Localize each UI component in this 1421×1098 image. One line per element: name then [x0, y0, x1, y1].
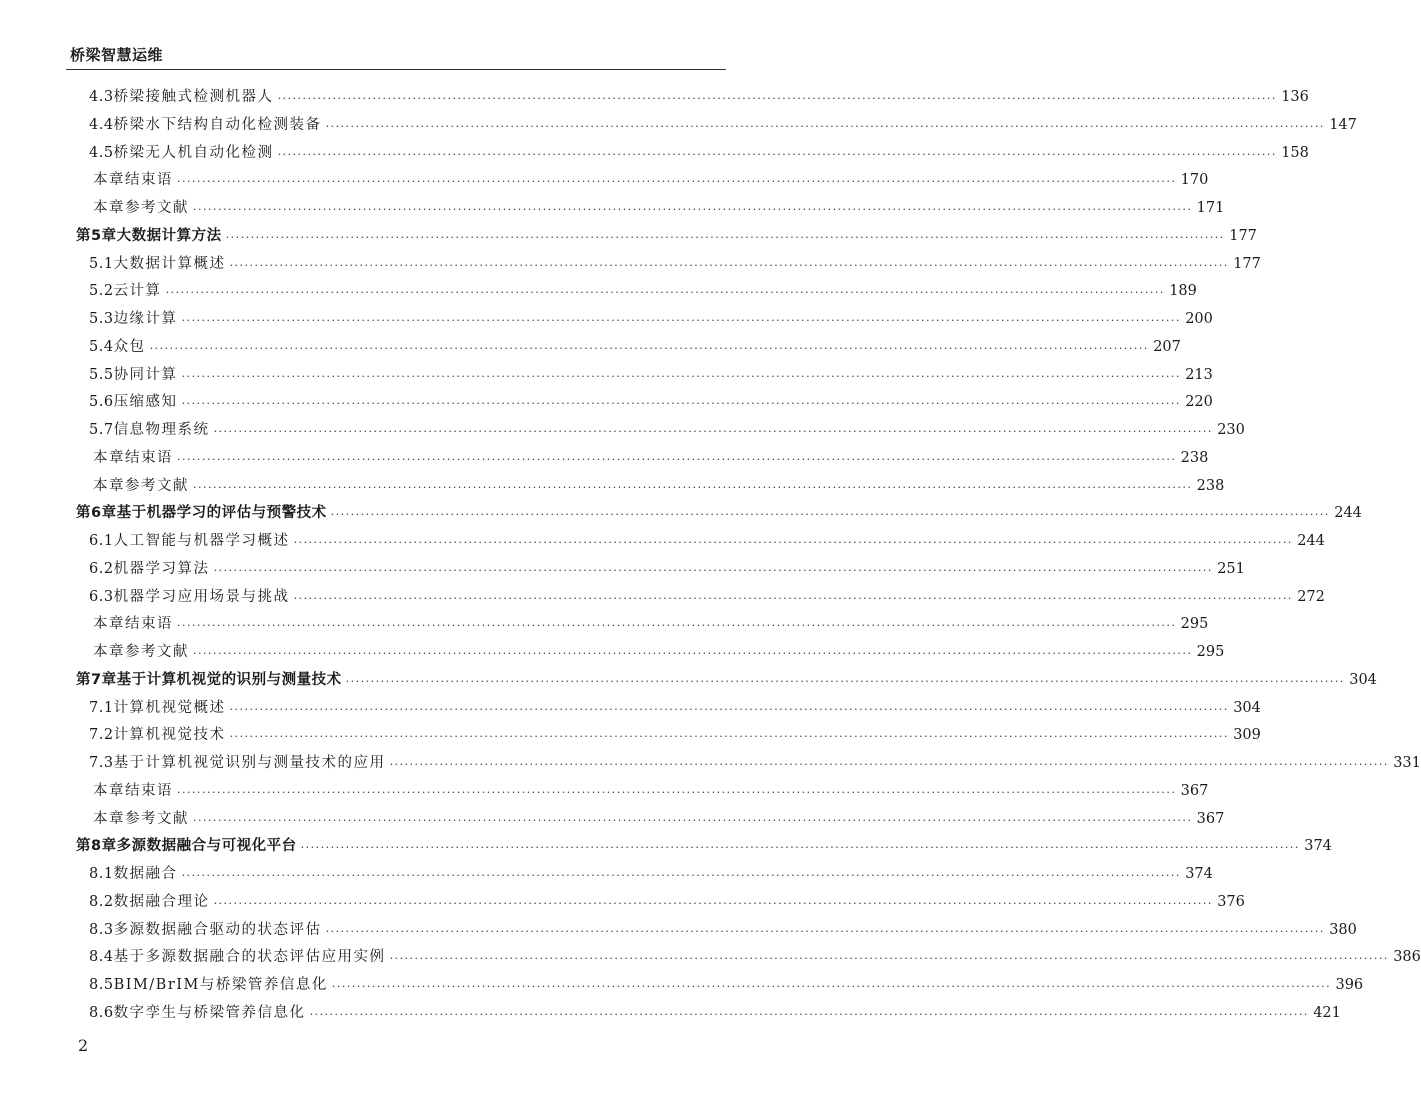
toc-entry-number: 8.4 — [89, 949, 114, 966]
toc-leader-dots: ········································································································································································································ — [177, 175, 1177, 189]
toc-entry-title: 多源数据融合与可视化平台 — [116, 838, 297, 855]
toc-leader-dots: ········································································································································································································ — [293, 591, 1293, 605]
toc-entry-row — [93, 610, 1209, 638]
toc-entry-page: 331 — [1393, 755, 1421, 771]
toc-leader-dots: ········································································································································································································ — [293, 536, 1293, 549]
toc-entry-row — [93, 805, 1225, 833]
toc-leader-dots: ········································································································································································································ — [389, 952, 1389, 966]
toc-entry-row — [89, 749, 1421, 777]
toc-entry-row — [89, 943, 1421, 971]
toc-entry-page: 421 — [1313, 1004, 1341, 1021]
toc-entry-title: 机器学习应用场景与挑战 — [113, 588, 290, 605]
toc-entry-row — [89, 721, 1261, 749]
toc-entry-page: 230 — [1217, 422, 1245, 438]
toc-entry-row — [93, 777, 1209, 805]
toc-leader-dots: ········································································································································································································ — [229, 702, 1229, 716]
toc-leader-dots: ········································································································································································································ — [325, 924, 1325, 938]
toc-entry-row — [89, 527, 1325, 555]
toc-leader-dots: ········································································································································································································ — [229, 258, 1229, 272]
toc-entry-row — [89, 333, 1181, 361]
toc-entry-page: 200 — [1185, 311, 1213, 327]
toc-entry-page: 367 — [1180, 782, 1209, 799]
toc-entry-title: 计算机视觉概述 — [113, 699, 226, 716]
toc-entry-title: 本章参考文献 — [93, 200, 189, 216]
toc-entry-title: 协同计算 — [113, 366, 178, 383]
toc-entry-number: 第6章 — [76, 505, 117, 522]
toc-entry-page: 177 — [1233, 255, 1261, 272]
toc-entry-page: 380 — [1329, 921, 1357, 938]
toc-entry-row — [89, 555, 1245, 583]
toc-entry-row — [93, 638, 1225, 666]
toc-entry-row — [93, 444, 1209, 472]
toc-leader-dots: ········································································································································································································ — [389, 758, 1389, 771]
toc-leader-dots: ········································································································································································································ — [181, 369, 1181, 383]
toc-entry-page: 295 — [1196, 644, 1225, 660]
toc-entry-number: 8.1 — [89, 866, 114, 882]
toc-entry-title: 众包 — [113, 338, 146, 355]
toc-entry-page: 213 — [1185, 366, 1213, 383]
toc-entry-page: 374 — [1304, 838, 1332, 855]
toc-entry-number: 8.3 — [89, 921, 114, 938]
toc-leader-dots: ········································································································································································································ — [149, 341, 1149, 355]
toc-chapter-row — [76, 832, 1332, 860]
toc-entry-row — [89, 860, 1213, 888]
toc-entry-number: 5.4 — [89, 338, 114, 355]
toc-entry-number: 8.6 — [89, 1004, 114, 1021]
toc-chapter-row — [76, 222, 1257, 250]
toc-leader-dots: ········································································································································································································ — [330, 508, 1330, 522]
toc-entry-title: 本章结束语 — [93, 449, 173, 466]
toc-entry-title: 基于计算机视觉识别与测量技术的应用 — [113, 755, 386, 771]
toc-entry-row — [89, 916, 1357, 944]
toc-entry-page: 272 — [1297, 588, 1325, 605]
toc-entry-number: 4.4 — [89, 116, 114, 133]
toc-entry-number: 第5章 — [76, 227, 117, 244]
toc-entry-title: 本章结束语 — [93, 616, 173, 633]
toc-entry-number: 4.5 — [89, 144, 114, 161]
toc-entry-number: 5.3 — [89, 311, 114, 327]
toc-entry-title: 人工智能与机器学习概述 — [113, 533, 290, 549]
toc-leader-dots: ········································································································································································································ — [193, 203, 1193, 216]
toc-entry-page: 367 — [1196, 810, 1225, 827]
toc-entry-page: 304 — [1349, 671, 1377, 688]
toc-entry-number: 7.2 — [89, 727, 114, 744]
toc-leader-dots: ········································································································································································································ — [165, 286, 1165, 300]
toc-entry-number: 7.3 — [89, 755, 114, 771]
toc-entry-title: 云计算 — [113, 283, 162, 300]
toc-entry-number: 8.5 — [89, 977, 114, 993]
page-number: 2 — [78, 1036, 89, 1055]
header-rule — [66, 69, 726, 70]
toc-entry-title: 本章结束语 — [93, 782, 173, 799]
toc-leader-dots: ········································································································································································································ — [177, 452, 1177, 466]
toc-entry-title: 压缩感知 — [113, 394, 178, 411]
toc-entry-page: 376 — [1217, 893, 1245, 910]
toc-entry-number: 7.1 — [89, 699, 114, 716]
toc-leader-dots: ········································································································································································································ — [309, 1007, 1309, 1021]
toc-entry-row — [89, 139, 1309, 167]
toc-leader-dots: ········································································································································································································ — [213, 563, 1213, 577]
toc-entry-row — [89, 83, 1309, 111]
toc-entry-page: 189 — [1169, 283, 1197, 300]
toc-entry-title: 机器学习算法 — [113, 560, 210, 577]
toc-entry-title: 信息物理系统 — [113, 422, 210, 438]
toc-entry-page: 220 — [1185, 394, 1213, 411]
toc-entry-title: 基于机器学习的评估与预警技术 — [116, 505, 327, 522]
toc-entry-title: 大数据计算概述 — [113, 255, 226, 272]
toc-entry-page: 251 — [1217, 560, 1245, 577]
toc-leader-dots: ········································································································································································································ — [213, 425, 1213, 438]
toc-entry-row — [89, 277, 1197, 305]
toc-entry-title: 边缘计算 — [113, 311, 178, 327]
toc-leader-dots: ········································································································································································································ — [181, 397, 1181, 411]
toc-entry-page: 244 — [1297, 533, 1325, 549]
toc-entry-title: 数据融合理论 — [113, 893, 210, 910]
toc-entry-page: 374 — [1185, 866, 1213, 882]
toc-entry-number: 5.6 — [89, 394, 114, 411]
toc-entry-title: 桥梁无人机自动化检测 — [113, 144, 274, 161]
toc-leader-dots: ········································································································································································································ — [177, 619, 1177, 633]
toc-entry-title: 数据融合 — [113, 866, 178, 882]
toc-entry-number: 第8章 — [76, 838, 117, 855]
toc-entry-number: 第7章 — [76, 671, 117, 688]
toc-entry-number: 5.2 — [89, 283, 114, 300]
toc-entry-title: 本章结束语 — [93, 172, 173, 189]
toc-entry-page: 396 — [1335, 977, 1364, 993]
toc-leader-dots: ········································································································································································································ — [213, 896, 1213, 910]
toc-leader-dots: ········································································································································································································ — [177, 785, 1177, 799]
toc-entry-row — [89, 583, 1325, 611]
toc-entry-title: BIM/BrIM与桥梁管养信息化 — [113, 977, 328, 993]
toc-entry-page: 295 — [1180, 616, 1209, 633]
toc-entry-number: 8.2 — [89, 893, 114, 910]
toc-leader-dots: ········································································································································································································ — [325, 119, 1325, 133]
toc-entry-page: 309 — [1233, 727, 1261, 744]
toc-leader-dots: ········································································································································································································ — [193, 813, 1193, 827]
toc-entry-page: 238 — [1196, 477, 1225, 494]
toc-entry-row — [89, 305, 1213, 333]
toc-entry-title: 数字孪生与桥梁管养信息化 — [113, 1004, 306, 1021]
toc-entry-title: 本章参考文献 — [93, 810, 189, 827]
toc-entry-page: 386 — [1393, 949, 1421, 966]
toc-entry-page: 238 — [1180, 449, 1209, 466]
toc-chapter-row — [76, 666, 1377, 694]
toc-entry-page: 207 — [1153, 338, 1181, 355]
toc-entry-number: 6.1 — [89, 533, 114, 549]
toc-entry-row — [89, 888, 1245, 916]
toc-entry-page: 158 — [1281, 144, 1309, 161]
toc-entry-row — [89, 416, 1245, 444]
toc-entry-row — [93, 194, 1225, 222]
toc-entry-title: 桥梁接触式检测机器人 — [113, 89, 274, 105]
toc-entry-page: 147 — [1329, 116, 1357, 133]
toc-entry-title: 多源数据融合驱动的状态评估 — [113, 921, 322, 938]
toc-leader-dots: ········································································································································································································ — [225, 230, 1225, 244]
toc-leader-dots: ········································································································································································································ — [193, 480, 1193, 494]
toc-entry-page: 136 — [1281, 89, 1309, 105]
toc-entry-number: 5.5 — [89, 366, 114, 383]
toc-entry-row — [89, 361, 1213, 389]
toc-leader-dots: ········································································································································································································ — [331, 980, 1332, 993]
toc-entry-row — [89, 694, 1261, 722]
toc-entry-row — [89, 250, 1261, 278]
toc-leader-dots: ········································································································································································································ — [229, 730, 1229, 744]
toc-entry-title: 本章参考文献 — [93, 644, 189, 660]
toc-entry-number: 5.7 — [89, 422, 114, 438]
toc-entry-number: 6.2 — [89, 560, 114, 577]
toc-chapter-row — [76, 499, 1362, 527]
toc-leader-dots: ········································································································································································································ — [181, 314, 1181, 327]
toc-entry-title: 基于多源数据融合的状态评估应用实例 — [113, 949, 386, 966]
toc-entry-row — [89, 111, 1357, 139]
toc-entry-page: 244 — [1334, 505, 1362, 522]
toc-entry-page: 171 — [1196, 200, 1225, 216]
toc-entry-title: 桥梁水下结构自动化检测装备 — [113, 116, 322, 133]
toc-entry-row — [89, 388, 1213, 416]
toc-entry-page: 177 — [1229, 227, 1257, 244]
toc-entry-title: 计算机视觉技术 — [113, 727, 226, 744]
toc-entry-number: 5.1 — [89, 255, 114, 272]
toc-entry-number: 4.3 — [89, 89, 114, 105]
toc-entry-row — [93, 472, 1225, 500]
toc-entry-title: 本章参考文献 — [93, 477, 189, 494]
toc-entry-title: 基于计算机视觉的识别与测量技术 — [116, 671, 342, 688]
toc-leader-dots: ········································································································································································································ — [277, 92, 1277, 105]
toc-leader-dots: ········································································································································································································ — [345, 674, 1345, 688]
running-head: 桥梁智慧运维 — [70, 46, 164, 64]
toc-entry-page: 304 — [1233, 699, 1261, 716]
toc-entry-row — [89, 999, 1341, 1027]
toc-leader-dots: ········································································································································································································ — [300, 841, 1300, 855]
toc-entry-title: 大数据计算方法 — [116, 227, 222, 244]
toc-leader-dots: ········································································································································································································ — [181, 869, 1181, 882]
toc-entry-page: 170 — [1180, 172, 1209, 189]
toc-entry-number: 6.3 — [89, 588, 114, 605]
toc-entry-row — [89, 971, 1364, 999]
toc-entry-row — [93, 166, 1209, 194]
toc-leader-dots: ········································································································································································································ — [193, 647, 1193, 660]
toc-leader-dots: ········································································································································································································ — [277, 147, 1277, 161]
